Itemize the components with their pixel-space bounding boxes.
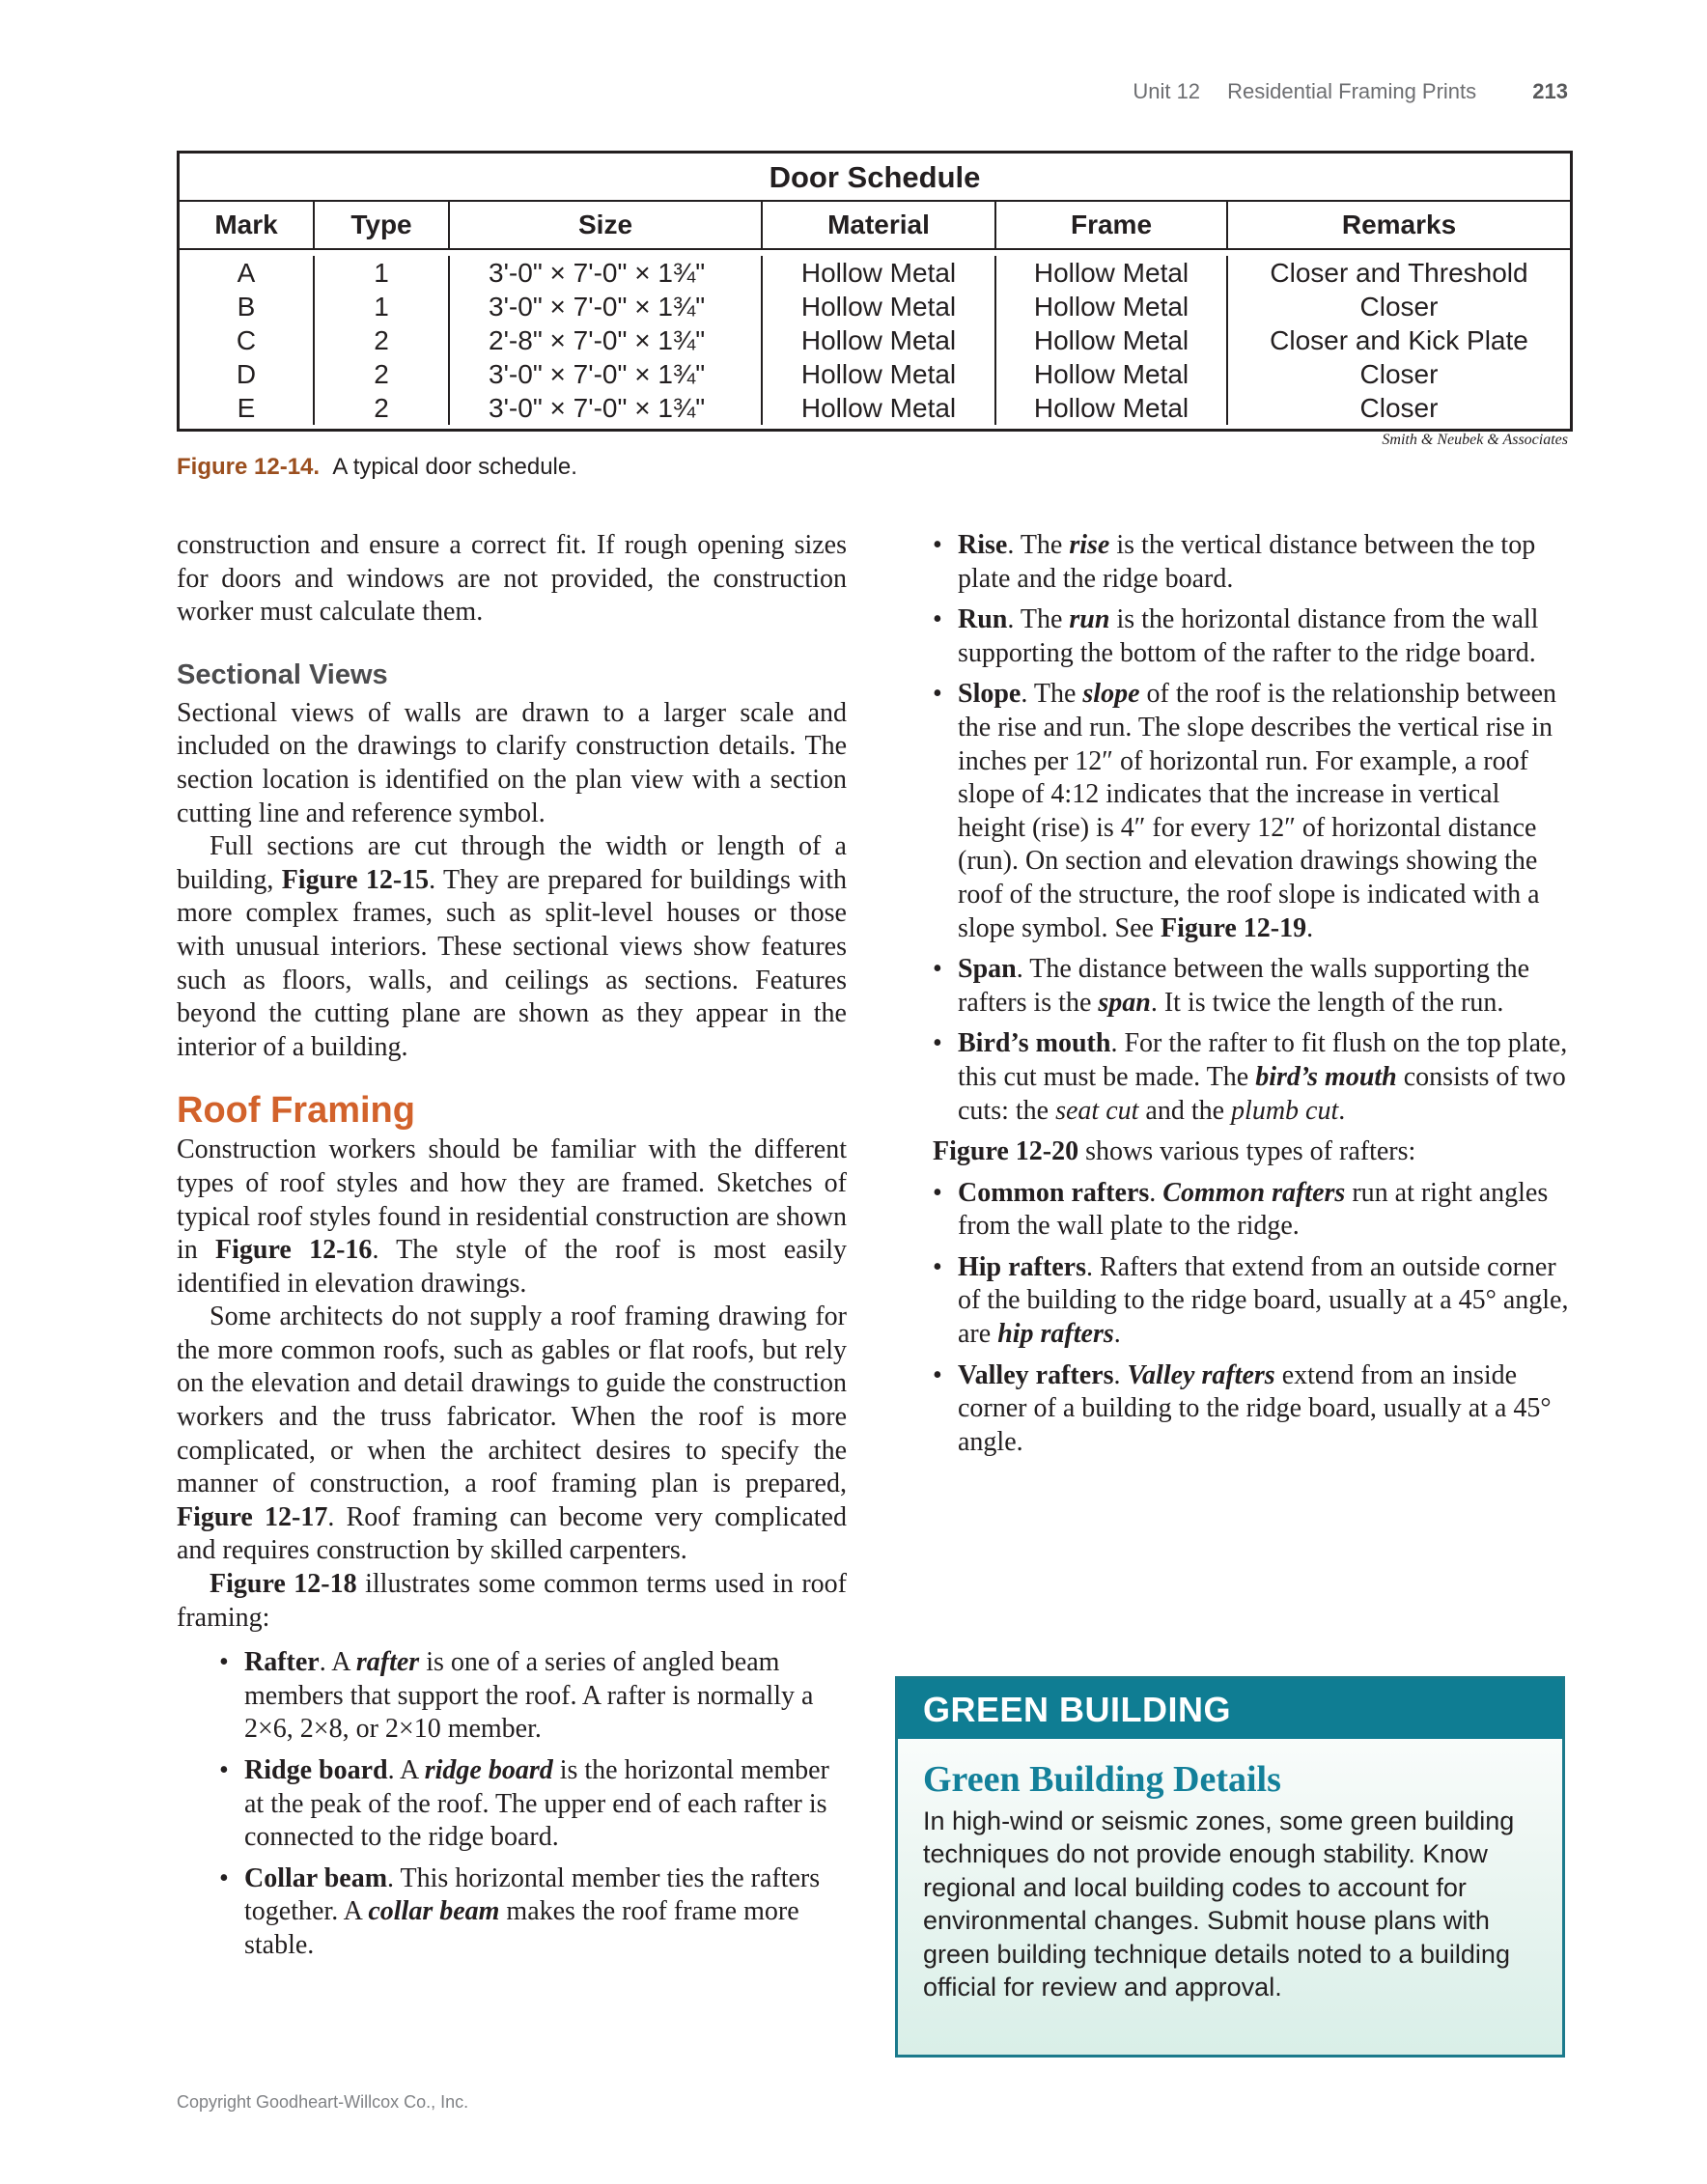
table-body [180, 250, 1570, 429]
list-item-collar-beam [219, 1862, 847, 1963]
cell-size: 3'-0" × 7'-0" × 1¾" [450, 256, 763, 290]
term: Common rafters [958, 1177, 1150, 1208]
right-column [933, 529, 1570, 1467]
figure-reference: Figure 12-18 [210, 1569, 357, 1600]
text-run: . [1113, 1319, 1121, 1350]
cell-size: 3'-0" × 7'-0" × 1¾" [450, 290, 763, 323]
roof-terms-list [177, 1646, 847, 1962]
cell-type: 2 [315, 323, 450, 357]
term: Slope [958, 679, 1021, 710]
text-run: . The style of the roof is most easily identified in elevation drawings. [177, 1235, 848, 1299]
term: Run [958, 604, 1008, 635]
term: Rafter [244, 1647, 320, 1678]
italic-term: plumb cut [1231, 1095, 1339, 1126]
text-run: . They are prepared for buildings with more complex frames, such as split-level houses or those with unusual interiors. These sectional views show features such as floors, walls, and ceilings as sections. Features beyond the cutting plane are shown as they appear in the interior of a building. [177, 864, 847, 1062]
figure-reference: Figure 12-19 [1161, 912, 1307, 943]
paragraph [933, 1135, 1570, 1169]
text-run: illustrates some common terms used in roof framing: [177, 1569, 847, 1633]
left-column [177, 529, 847, 1971]
figure-caption-text: A typical door schedule. [332, 454, 577, 480]
cell-material: Hollow Metal [763, 357, 996, 391]
cell-mark: E [180, 391, 315, 425]
term: Valley rafters [958, 1359, 1114, 1390]
paragraph [177, 830, 847, 1064]
term: Bird’s mouth [958, 1028, 1111, 1059]
list-item-valley-rafters [933, 1359, 1570, 1460]
text-run: . Rafters that extend from an outside corner of the building to the ridge board, usually at a 45° angle, are [958, 1251, 1569, 1350]
table-row [180, 256, 1570, 290]
text-run: Full sections are cut through the width or length of a building, [177, 831, 847, 895]
cell-mark: B [180, 290, 315, 323]
cell-frame: Hollow Metal [996, 357, 1228, 391]
italic-term: seat cut [1055, 1095, 1139, 1126]
key-term: slope [1082, 679, 1140, 710]
paragraph: construction and ensure a correct fit. If rough opening sizes for doors and windows are not provided, the construction worker must calculate them. [177, 530, 847, 628]
col-header-type: Type [315, 202, 450, 248]
cell-size: 2'-8" × 7'-0" × 1¾" [450, 323, 763, 357]
figure-reference: Figure 12-16 [215, 1235, 373, 1266]
key-term: rafter [355, 1647, 420, 1678]
text-run: . [1338, 1095, 1346, 1126]
cell-remarks: Closer and Threshold [1270, 258, 1528, 288]
page-number: 213 [1532, 79, 1568, 103]
roof-geometry-list [933, 529, 1570, 1128]
cell-type: 2 [315, 357, 450, 391]
key-term: bird’s mouth [1255, 1061, 1397, 1092]
cell-size: 3'-0" × 7'-0" × 1¾" [450, 391, 763, 425]
cell-remarks: Closer and Kick Plate [1270, 325, 1528, 355]
section-heading-roof-framing: Roof Framing [177, 1090, 415, 1132]
col-header-size: Size [450, 202, 763, 248]
figure-caption [177, 454, 577, 481]
text-run: . Roof framing can become very complicated and requires construction by skilled carpenters. [177, 1501, 847, 1566]
key-term: run [1069, 604, 1110, 635]
text-run: is one of a series of angled beam members that support the roof. A rafter is normally a 2×6, 2×8, or 2×10 member. [244, 1647, 814, 1745]
paragraph [177, 1301, 847, 1568]
table-row [180, 391, 1570, 425]
text-run: . The distance between the walls supporting the rafters is the [958, 954, 1530, 1018]
text-run: Construction workers should be familiar with the different types of roof styles and how they are framed. Sketches of typical roof styles found in residential construction are shown in [177, 1134, 847, 1266]
key-term: collar beam [368, 1896, 500, 1927]
list-item-run [933, 603, 1570, 670]
cell-material: Hollow Metal [763, 256, 996, 290]
key-term: span [1098, 987, 1151, 1018]
text-run: . A [387, 1755, 425, 1785]
figure-reference: Figure 12-15 [281, 864, 430, 895]
col-header-mark: Mark [180, 202, 315, 248]
paragraph [177, 1134, 847, 1301]
text-run: of the roof is the relationship between the rise and run. The slope describes the vertical rise in inches per 12″ of horizontal run. For example, a roof slope of 4:12 indicates that the increase in vertical height (rise) is 4″ for every 12″ of horizontal distance (run). On section and elevation drawings showing the roof of the structure, the roof slope is indicated with a slope symbol. See [958, 679, 1557, 943]
text-run: . The [1007, 604, 1070, 635]
key-term: hip rafters [997, 1319, 1114, 1350]
cell-material: Hollow Metal [763, 290, 996, 323]
green-building-banner: GREEN BUILDING [898, 1679, 1562, 1739]
chapter-title: Residential Framing Prints [1227, 79, 1477, 103]
table-header-row [180, 202, 1570, 250]
cell-material: Hollow Metal [763, 323, 996, 357]
text-run: . The [1021, 679, 1083, 710]
text-run: extend from an inside corner of a building to the ridge board, usually at a 45° angle. [958, 1359, 1552, 1457]
table-row [180, 357, 1570, 391]
term: Ridge board [244, 1755, 388, 1785]
text-run: . [1149, 1177, 1163, 1208]
key-term: ridge board [424, 1755, 553, 1785]
list-item-slope [933, 678, 1570, 945]
cell-frame: Hollow Metal [996, 256, 1228, 290]
cell-mark: C [180, 323, 315, 357]
text-run: . [1306, 912, 1314, 943]
text-run: . For the rafter to fit flush on the top plate, this cut must be made. The [958, 1028, 1568, 1092]
cell-remarks: Closer [1359, 359, 1439, 389]
text-run: . The [1007, 530, 1070, 560]
figure-reference: Figure 12-20 [933, 1136, 1079, 1167]
text-run: makes the roof frame more stable. [244, 1896, 799, 1960]
rafter-types-list [933, 1177, 1570, 1460]
key-term: Common rafters [1162, 1177, 1346, 1208]
cell-frame: Hollow Metal [996, 391, 1228, 425]
table-row [180, 290, 1570, 323]
section-heading-sectional-views: Sectional Views [177, 658, 388, 690]
text-run: . A [319, 1647, 356, 1678]
green-building-title: Green Building Details [923, 1759, 1281, 1800]
text-run: is the vertical distance between the top plate and the ridge board. [958, 530, 1536, 594]
list-item-rafter [219, 1646, 847, 1747]
text-run: and the [1138, 1095, 1232, 1126]
text-run: is the horizontal distance from the wall supporting the bottom of the rafter to the ridge board. [958, 604, 1539, 668]
paragraph [177, 1568, 847, 1635]
cell-remarks: Closer [1359, 292, 1439, 322]
cell-type: 2 [315, 391, 450, 425]
list-item-common-rafters [933, 1177, 1570, 1244]
cell-size: 3'-0" × 7'-0" × 1¾" [450, 357, 763, 391]
term: Span [958, 954, 1017, 985]
cell-remarks: Closer [1359, 393, 1439, 423]
figure-number: Figure 12-14. [177, 454, 321, 480]
table-title: Door Schedule [180, 154, 1570, 202]
green-building-text: In high-wind or seismic zones, some green building techniques do not provide enough stability. Know regional and local building codes to account for environmental changes. Submit house plans with green building technique details noted to a building official for review and approval. [923, 1806, 1515, 2002]
list-item-hip-rafters [933, 1251, 1570, 1352]
text-run: Some architects do not supply a roof framing drawing for the more common roofs, such as gables or flat roofs, but rely on the elevation and detail drawings to guide the construction workers and the truss fabricator. When the roof is more complicated, or when the architect desires to specify the manner of construction, a roof framing plan is prepared, [177, 1302, 847, 1499]
text-run: is the horizontal member at the peak of the roof. The upper end of each rafter is connected to the ridge board. [244, 1755, 829, 1853]
text-run: consists of two cuts: the [958, 1061, 1566, 1126]
cell-frame: Hollow Metal [996, 290, 1228, 323]
cell-type: 1 [315, 256, 450, 290]
col-header-material: Material [763, 202, 996, 248]
list-item-span [933, 953, 1570, 1020]
col-header-remarks: Remarks [1341, 210, 1457, 239]
figure-credit: Smith & Neubek & Associates [1382, 432, 1568, 448]
cell-mark: D [180, 357, 315, 391]
cell-mark: A [180, 256, 315, 290]
figure-reference: Figure 12-17 [177, 1501, 328, 1532]
col-header-frame: Frame [996, 202, 1228, 248]
text-run: . [1113, 1359, 1128, 1390]
paragraph: Sectional views of walls are drawn to a larger scale and included on the drawings to clarify construction details. The section location is identified on the plan view with a section cutting line and reference symbol. [177, 697, 847, 828]
term: Rise [958, 530, 1008, 560]
green-building-box [895, 1676, 1565, 2058]
cell-material: Hollow Metal [763, 391, 996, 425]
list-item-ridge-board [219, 1754, 847, 1855]
cell-type: 1 [315, 290, 450, 323]
text-run: shows various types of rafters: [1078, 1136, 1416, 1167]
list-item-rise [933, 529, 1570, 596]
copyright-footer: Copyright Goodheart-Willcox Co., Inc. [177, 2092, 469, 2112]
door-schedule-table [177, 151, 1573, 432]
list-item-birds-mouth [933, 1027, 1570, 1128]
table-row [180, 323, 1570, 357]
key-term: Valley rafters [1127, 1359, 1275, 1390]
term: Hip rafters [958, 1251, 1086, 1282]
cell-frame: Hollow Metal [996, 323, 1228, 357]
key-term: rise [1069, 530, 1110, 560]
text-run: run at right angles from the wall plate to the ridge. [958, 1177, 1549, 1242]
text-run: . This horizontal member ties the rafters together. A [244, 1862, 821, 1927]
unit-label: Unit 12 [1133, 79, 1201, 103]
running-head [1133, 79, 1568, 104]
term: Collar beam [244, 1862, 388, 1893]
text-run: . It is twice the length of the run. [1150, 987, 1504, 1018]
